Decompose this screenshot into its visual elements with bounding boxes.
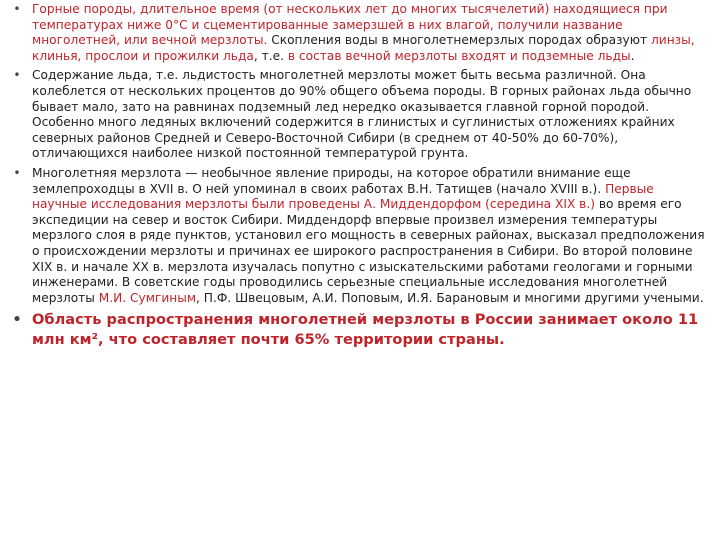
bullet-item-1: [10, 2, 706, 64]
body-text: Содержание льда, т.е. льдистость многолетней мерзлоты может быть весьма различной. Она колеблется от нескольких процентов до 90% общего объема породы. В горных районах льда обычно бывает мало, зато на равнинах подземный лед нередко оказывается главной горной породой. Особенно много ледяных включений содержится в глинистых и суглинистых отложениях крайних северных районов Средней и Северо-Восточной Сибири (в среднем от 40-50% до 60-70%), отличающихся наиболее низкой постоянной температурой грунта.: [32, 68, 692, 161]
highlighted-text: линзы, клинья, прослои и прожилки льда: [32, 33, 695, 63]
highlighted-text: Область распространения многолетней мерзлоты в России занимает около 11 млн км², что составляет почти 65% территории страны.: [32, 311, 699, 348]
highlighted-text: М.И. Сумгиным: [98, 290, 197, 305]
bullet-dot-icon: •: [12, 311, 22, 329]
body-text: во время его экспедиции на север и восток Сибири. Миддендорф впервые произвел измерения температуры мерзлого слоя в ряде пунктов, установил его мощность в северных районах, высказал предположения о происхождении мерзлоты и причинах ее широкого распространения в Сибири. Во второй половине XIX в. и начале XX в. мерзлота изучалась попутно с изыскательскими работами геологами и горными инженерами. В советские годы проводились серьезные специальные исследования многолетней мерзлоты: [32, 197, 705, 305]
highlighted-text: Горные породы, длительное время (от нескольких лет до многих тысячелетий) находящиеся при температурах ниже 0°С и сцементированные замерзшей в них влагой, получили название многолетней, или вечной мерзлоты.: [32, 2, 668, 48]
body-text: Скопления воды в многолетнемерзлых породах образуют: [267, 33, 651, 48]
bullet-item-4: [10, 310, 706, 349]
body-text: Многолетняя мерзлота — необычное явление природы, на которое обратили внимание еще землепроходцы в XVII в. О ней упоминал в своих работах В.Н. Татищев (начало XVIII в.).: [32, 165, 631, 196]
bullet-dot-icon: •: [13, 68, 21, 83]
body-text: .: [630, 48, 635, 63]
body-text: , т.е.: [253, 48, 288, 63]
highlighted-text: Первые научные исследования мерзлоты были проведены А. Миддендорфом (середина XIX в.): [32, 181, 654, 212]
bullet-dot-icon: •: [13, 2, 21, 16]
bullet-dot-icon: •: [13, 165, 21, 180]
bullet-item-2: [10, 68, 706, 162]
bullet-list: [10, 2, 706, 349]
body-text: , П.Ф. Швецовым, А.И. Поповым, И.Я. Барановым и многими другими учеными.: [196, 290, 704, 305]
highlighted-text: в состав вечной мерзлоты входят и подземные льды: [287, 48, 631, 63]
bullet-item-3: [10, 166, 706, 306]
